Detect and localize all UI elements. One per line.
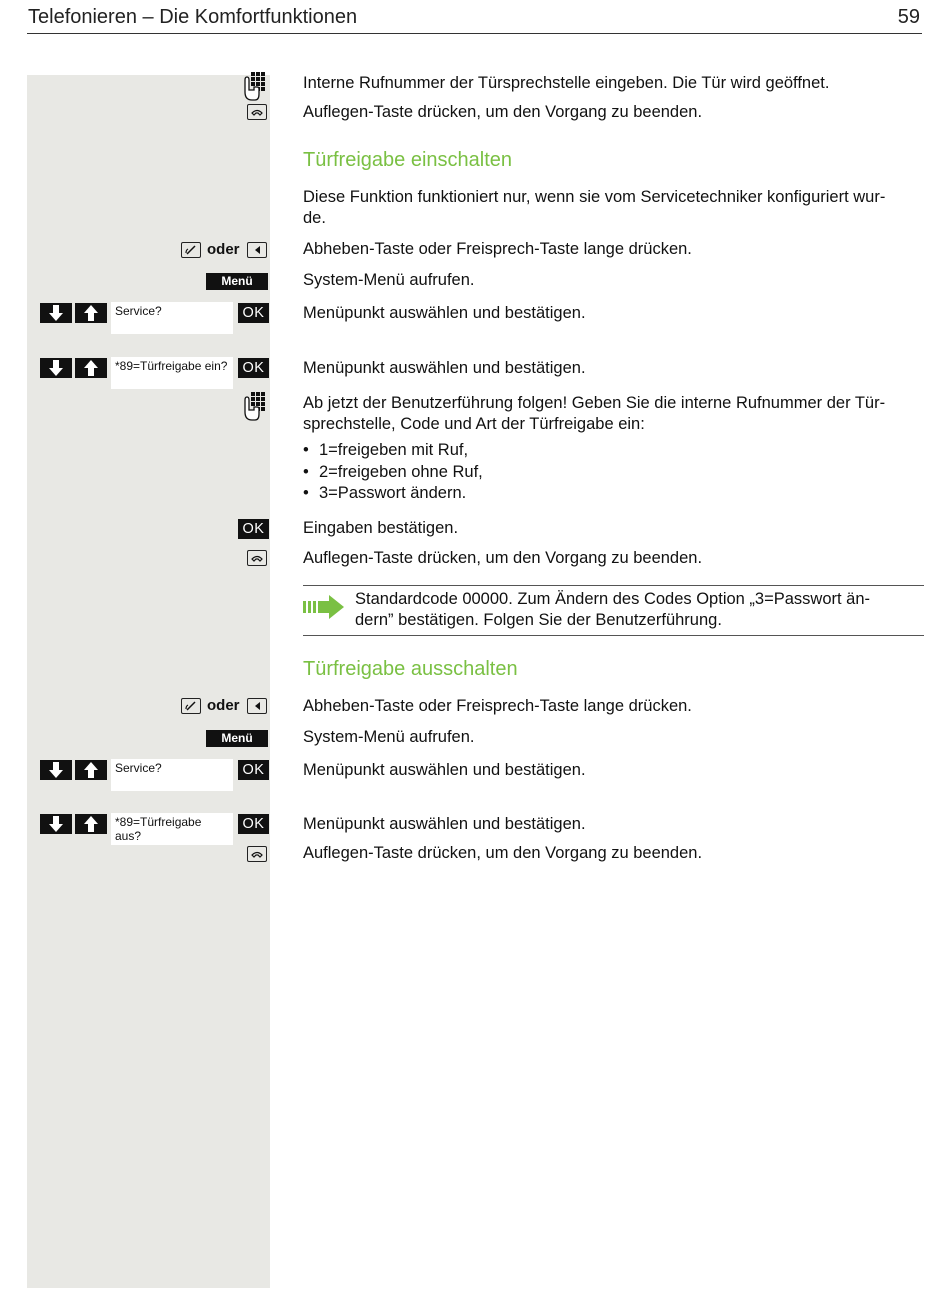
arrow-down-key-icon	[40, 814, 72, 834]
display-door-disable	[111, 813, 233, 845]
ok-key: OK	[238, 760, 269, 780]
display-service: Service?	[111, 302, 233, 334]
lift-key-icon	[181, 242, 201, 258]
arrow-up-key-icon	[75, 303, 107, 323]
menu-key: Menü	[206, 273, 268, 290]
step-lift-enable: Abheben-Taste oder Freisprech-Taste lange drücken.	[303, 240, 692, 258]
step-hangup-disable: Auflegen-Taste drücken, um den Vorgang zu beenden.	[303, 844, 703, 862]
page-number: 59	[897, 6, 920, 28]
keypad-hand-icon	[241, 72, 267, 100]
speaker-key-icon	[247, 698, 267, 714]
step-follow-guidance	[303, 393, 925, 435]
note-top-rule	[303, 585, 924, 586]
bullet-item: • 2=freigeben ohne Ruf,	[303, 463, 483, 481]
ok-key: OK	[238, 358, 269, 378]
step-enter-door-number: Interne Rufnummer der Türsprechstelle eingeben. Die Tür wird geöffnet.	[303, 74, 830, 92]
follow-line: Ab jetzt der Benutzerführung folgen! Geben Sie die interne Rufnummer der Tür-	[303, 394, 886, 412]
header-divider	[27, 33, 922, 34]
speaker-key-icon	[247, 242, 267, 258]
note-arrow-icon	[303, 594, 345, 625]
display-line: aus?	[115, 829, 142, 843]
note-line: dern” bestätigen. Folgen Sie der Benutzerführung.	[355, 611, 722, 629]
page-header-title: Telefonieren – Die Komfortfunktionen	[28, 6, 358, 28]
ok-key: OK	[238, 814, 269, 834]
arrow-down-key-icon	[40, 303, 72, 323]
arrow-up-key-icon	[75, 814, 107, 834]
note-line: Standardcode 00000. Zum Ändern des Codes Option „3=Passwort än-	[355, 590, 871, 608]
step-confirm-input: Eingaben bestätigen.	[303, 519, 459, 537]
bullet-item: • 1=freigeben mit Ruf,	[303, 441, 469, 459]
bullet-item: • 3=Passwort ändern.	[303, 484, 467, 502]
ok-key: OK	[238, 519, 269, 539]
display-line: *89=Türfreigabe	[115, 815, 202, 829]
hangup-key-icon	[247, 550, 267, 566]
arrow-up-key-icon	[75, 358, 107, 378]
display-door-enable: *89=Türfreigabe ein?	[111, 357, 233, 389]
oder-label: oder	[207, 697, 240, 714]
step-menu-enable: System-Menü aufrufen.	[303, 271, 475, 289]
arrow-up-key-icon	[75, 760, 107, 780]
intro-line: de.	[303, 209, 326, 227]
oder-label: oder	[207, 241, 240, 258]
section-heading-enable: Türfreigabe einschalten	[303, 149, 513, 171]
step-menu-disable: System-Menü aufrufen.	[303, 728, 475, 746]
step-select-enable-2: Menüpunkt auswählen und bestätigen.	[303, 359, 586, 377]
step-select-disable-1: Menüpunkt auswählen und bestätigen.	[303, 761, 586, 779]
menu-key: Menü	[206, 730, 268, 747]
arrow-down-key-icon	[40, 760, 72, 780]
note-text	[355, 589, 925, 631]
section-heading-disable: Türfreigabe ausschalten	[303, 658, 518, 680]
hangup-key-icon	[247, 104, 267, 120]
step-select-enable-1: Menüpunkt auswählen und bestätigen.	[303, 304, 586, 322]
intro-line: Diese Funktion funktioniert nur, wenn sie vom Servicetechniker konfiguriert wur-	[303, 188, 886, 206]
follow-line: sprechstelle, Code und Art der Türfreigabe ein:	[303, 415, 645, 433]
step-select-disable-2: Menüpunkt auswählen und bestätigen.	[303, 815, 586, 833]
step-lift-disable: Abheben-Taste oder Freisprech-Taste lange drücken.	[303, 697, 692, 715]
display-service: Service?	[111, 759, 233, 791]
keypad-hand-icon	[241, 392, 267, 420]
ok-key: OK	[238, 303, 269, 323]
note-bottom-rule	[303, 635, 924, 636]
arrow-down-key-icon	[40, 358, 72, 378]
step-hangup-enable: Auflegen-Taste drücken, um den Vorgang zu beenden.	[303, 549, 703, 567]
step-hangup: Auflegen-Taste drücken, um den Vorgang zu beenden.	[303, 103, 703, 121]
section-intro-enable	[303, 187, 925, 229]
lift-key-icon	[181, 698, 201, 714]
hangup-key-icon	[247, 846, 267, 862]
